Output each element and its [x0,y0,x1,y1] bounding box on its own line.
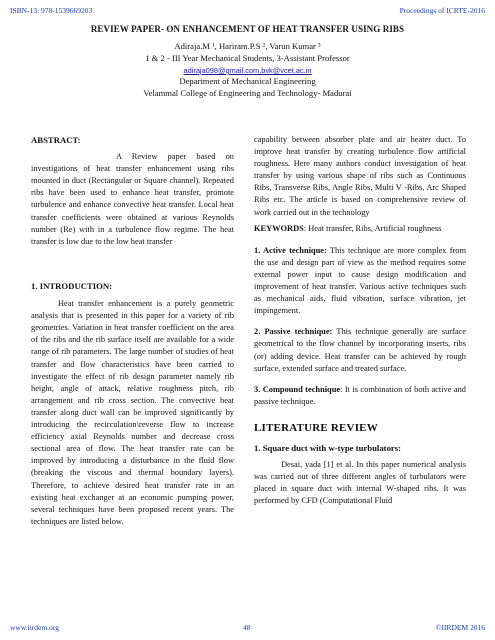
passive-technique [254,326,466,374]
footer-site[interactable]: www.iirdem.org [10,623,59,632]
footer-copyright: ©IIRDEM 2016 [435,623,485,632]
right-column [254,134,466,507]
keywords-text: : Heat transfer, Ribs, Artificial roughness [303,223,442,233]
active-technique-text: This technique are more complex from the use and design part of view as the method requires some external power input to cause design modification and improvement of heat transfer. Various active techniques such as mechanical aids, fluid vibration, surface vibration, jet impingement. [254,245,467,316]
literature-text: Desai, yada [1] et al. In this paper numerical analysis was carried out of three different angles of turbulators were placed in square duct with internal W-shaped ribs. It was performed by CFD (Computational Fluid [254,460,466,506]
intro-text: Heat transfer enhancement is a purely geometric analysis that is presented in this paper for a variety of rib geometries. Variation in heat transfer coefficient on the area of the ribs and the rib surface itself are available for a wide range of rib parameters. The large number of studies of heat transfer and flow characteristics have been carried to investigate the effect of rib design parameter namely rib height, angle of attack, relative roughness pitch, rib arrangement and rib cross section. The convective heat transfer along duct wall can be improved significantly by introducing the recirculation\reverse flow to increase efficiency axial Reynolds number and decrease cross sectional area of flow. The heat transfer rate can be improved by introducing a disturbance in the fluid flow (breaking the viscous and thermal boundary layers). Therefore, to achieve desired heat transfer rate in an existing heat exchanger at an economic pumping power, several techniques have been proposed recent years. The techniques are listed below. [31,299,234,526]
abstract-section [31,134,234,248]
compound-technique [254,384,466,408]
abstract-heading: ABSTRACT: [31,135,81,145]
author-emails[interactable]: adiraja098@gmail.com,bvk@vcet.ac.in [183,66,312,75]
keywords [254,223,466,235]
active-technique [254,245,466,318]
paper-title: REVIEW PAPER- ON ENHANCEMENT OF HEAT TRANSFER USING RIBS [90,24,405,34]
abstract-text: A Review paper based on investigations of heat transfer enhancement using ribs mounted in duct (Rectangular or Square channel). Repeated ribs have been used to enhance heat transfer, promote turbulence and enhance convective heat transfer. Local heat transfer coefficients were obtained at various Reynolds number (Re) with in a turbulence flow regime. The heat transfer is low due to the low heat transfer [31,152,234,246]
introduction-section [31,280,234,528]
compound-technique-text: : It is combination of both active and passive technique. [254,384,466,406]
passive-technique-label: 2. Passive technique: [254,327,333,337]
department: Department of Mechanical Engineering [179,76,316,86]
keywords-label: KEYWORDS [254,223,304,233]
active-technique-label: 1. Active technique: [254,245,327,255]
author-roles: 1 & 2 - III Year Mechanical Students, 3-Assistant Professor [145,53,350,63]
proceedings-header: Proceedings of ICRTE-2016 [399,6,485,15]
college: Velammal College of Engineering and Technology- Madurai [143,88,352,98]
compound-technique-label: 3. Compound technique [254,384,341,394]
square-duct-subheading: 1. Square duct with w-type turbulators: [254,442,402,453]
intro-heading: 1. INTRODUCTION: [31,281,113,291]
isbn-header: ISBN-13: 978-1539669203 [10,6,93,15]
abstract-continued: capability between absorber plate and air heater duct. To improve heat transfer by creating turbulence flow artificial roughness. Here many authors conduct investigation of heat transfer by using various shape of ribs such as Continuous Ribs, Transverse Ribs, Angle Ribs, Multi V -Ribs, Arc Shaped Ribs etc. The article is based on comprehensive review of work carried out in the technology [254,135,466,217]
passive-technique-text: This technique generally are surface geometrical to the flow channel by incorporating inserts, ribs (or) adding device. Heat transfer can be achieved by rough surface, extended surface and treated surface. [254,327,466,373]
literature-review-heading: LITERATURE REVIEW [254,421,378,434]
author-names: Adiraja.M ¹, Hariram.P.S ², Varun Kumar ³ [174,41,321,51]
page-number: 48 [243,623,251,632]
